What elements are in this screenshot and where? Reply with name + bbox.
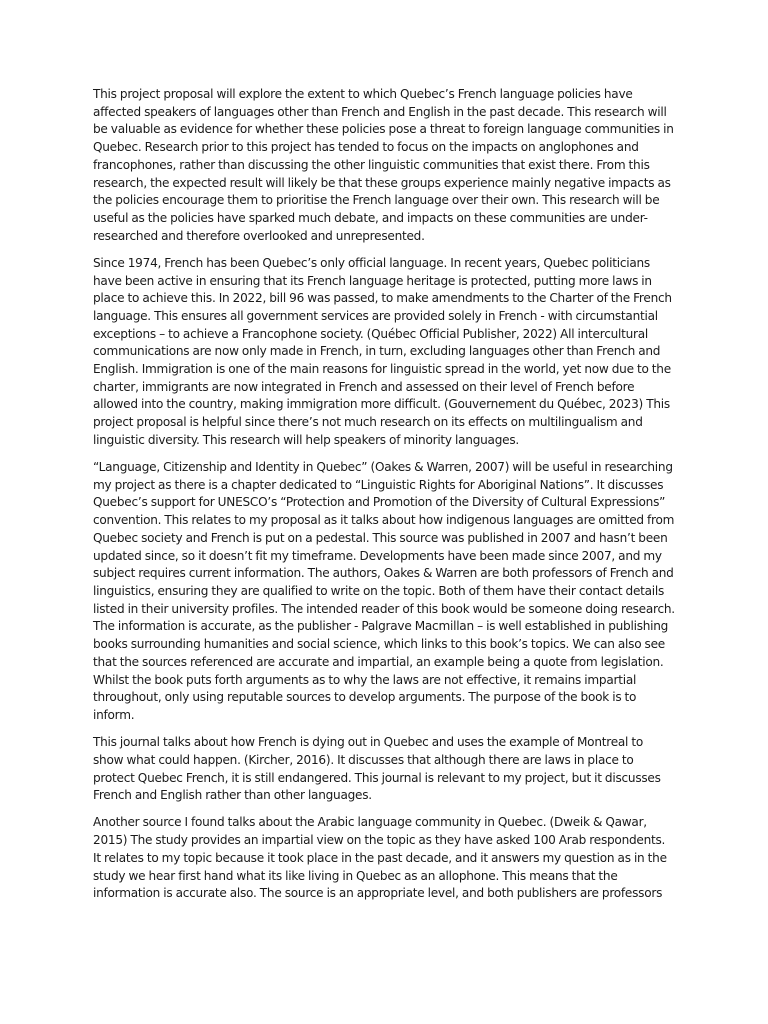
paragraph-source-dweik-qawar: Another source I found talks about the Arabic language community in Quebec. (Dweik & Qawar, 2015) The study provides an impartial view on the topic as they have asked 100 Arab respondents. It relates to my topic because it took place in the past decade, and it answers my question as in the study we hear first hand what its like living in Quebec as an allophone. This means that the information is accurate also. The source is an appropriate level, and both publishers are professors [93, 815, 667, 901]
paragraph-source-kircher: This journal talks about how French is dying out in Quebec and uses the example of Montreal to show what could happen. (Kircher, 2016). It discusses that although there are laws in place to protect Quebec French, it is still endangered. This journal is relevant to my project, but it discusses French and English rather than other languages. [93, 735, 661, 803]
paragraph-background: Since 1974, French has been Quebec’s only official language. In recent years, Quebec politicians have been active in ensuring that its French language heritage is protected, putting more laws in place to achieve this. In 2022, bill 96 was passed, to make amendments to the Charter of the French language. This ensures all government services are provided solely in French - with circumstantial exceptions – to achieve a Francophone society. (Québec Official Publisher, 2022) All intercultural communications are now only made in French, in turn, excluding languages other than French and English. Immigration is one of the main reasons for linguistic spread in the world, yet now due to the charter, immigrants are now integrated in French and assessed on their level of French before allowed into the country, making immigration more difficult. (Gouvernement du Québec, 2023) This project proposal is helpful since there’s not much research on its effects on multilingualism and linguistic diversity. This research will help speakers of minority languages. [93, 255, 672, 447]
paragraph-introduction: This project proposal will explore the extent to which Quebec’s French language policies have affected speakers of languages other than French and English in the past decade. This research will be valuable as evidence for whether these policies pose a threat to foreign language communities in Quebec. Research prior to this project has tended to focus on the impacts on anglophones and francophones, rather than discussing the other linguistic communities that exist there. From this research, the expected result will likely be that these groups experience mainly negative impacts as the policies encourage them to prioritise the French language over their own. This research will be useful as the policies have sparked much debate, and impacts on these communities are under-researched and therefore overlooked and unrepresented. [93, 87, 674, 243]
paragraph-source-oakes-warren: “Language, Citizenship and Identity in Quebec” (Oakes & Warren, 2007) will be useful in researching my project as there is a chapter dedicated to “Linguistic Rights for Aboriginal Nations”. It discusses Quebec’s support for UNESCO’s “Protection and Promotion of the Diversity of Cultural Expressions” convention. This relates to my proposal as it talks about how indigenous languages are omitted from Quebec society and French is put on a pedestal. This source was published in 2007 and hasn’t been updated since, so it doesn’t fit my timeframe. Developments have been made since 2007, and my subject requires current information. The authors, Oakes & Warren are both professors of French and linguistics, ensuring they are qualified to write on the topic. Both of them have their contact details listed in their university profiles. The intended reader of this book would be someone doing research. The information is accurate, as the publisher - Palgrave Macmillan – is well established in publishing books surrounding humanities and social science, which links to this book’s topics. We can also see that the sources referenced are accurate and impartial, an example being a quote from legislation. Whilst the book puts forth arguments as to why the laws are not effective, it remains impartial throughout, only using reputable sources to develop arguments. The purpose of the book is to inform. [93, 460, 675, 722]
document-body [93, 86, 676, 912]
